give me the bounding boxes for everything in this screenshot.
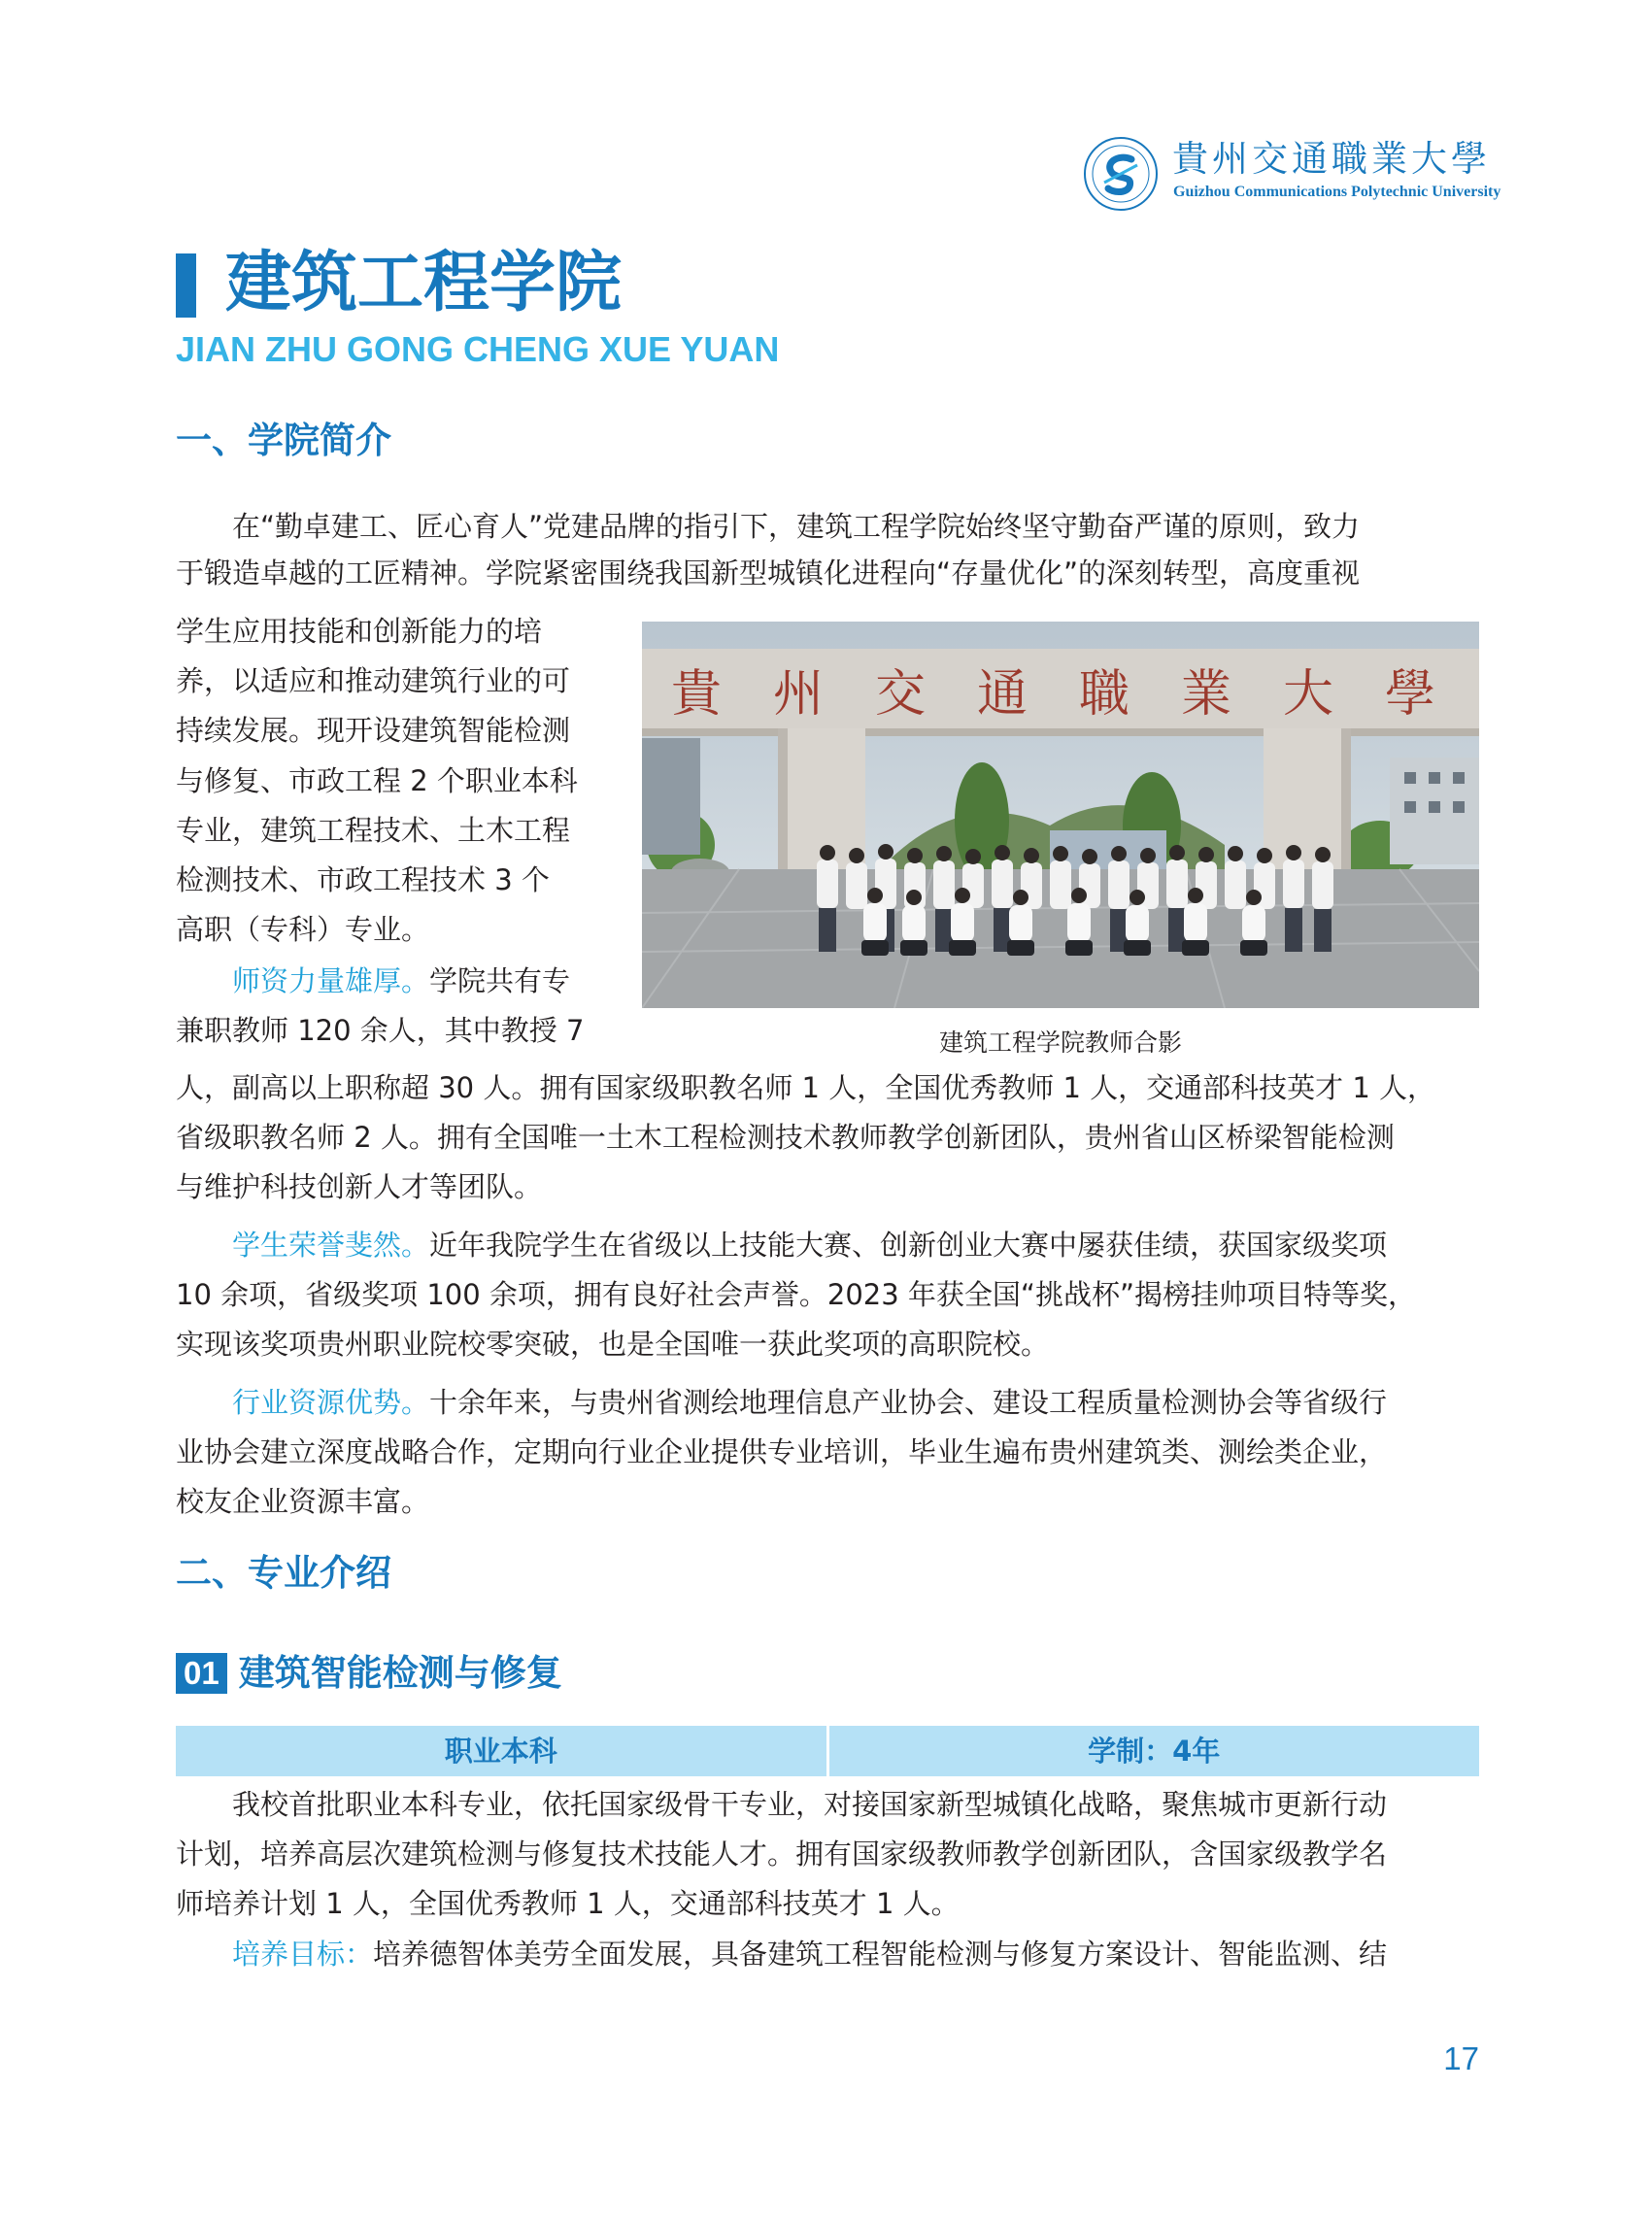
industry-line: 校友企业资源丰富。: [176, 1485, 430, 1518]
title-accent-bar: [176, 253, 196, 318]
major-level: 职业本科: [176, 1726, 826, 1776]
faculty-group-photo: [642, 622, 1479, 1008]
major-duration: 学制：4年: [826, 1726, 1480, 1776]
major-desc-line: 师培养计划 1 人，全国优秀教师 1 人，交通部科技英才 1 人。: [176, 1887, 960, 1920]
major-desc-line: 我校首批职业本科专业，依托国家级骨干专业，对接国家新型城镇化战略，聚焦城市更新行动: [232, 1788, 1388, 1821]
major-desc-line: 计划，培养高层次建筑检测与修复技术技能人才。拥有国家级教师教学创新团队，含国家级教学名: [176, 1837, 1388, 1871]
honor-line: 实现该奖项贵州职业院校零突破，也是全国唯一获此奖项的高职院校。: [176, 1328, 1050, 1361]
section-heading-majors: 二、专业介绍: [176, 1552, 391, 1594]
honor-line: [176, 1222, 1479, 1268]
major-heading: [176, 1651, 562, 1696]
industry-label: 行业资源优势。: [232, 1386, 430, 1419]
side-line: 高职（专科）专业。: [176, 913, 430, 946]
gate-char: 學: [1385, 665, 1436, 724]
logo-english-name: Guizhou Communications Polytechnic University: [1173, 184, 1501, 200]
intro-line: 在“勤卓建工、匠心育人”党建品牌的指引下，建筑工程学院始终坚守勤奋严谨的原则，致力: [232, 510, 1361, 543]
photo-caption: 建筑工程学院教师合影: [938, 1028, 1182, 1057]
industry-text: 十余年来，与贵州省测绘地理信息产业协会、建设工程质量检测协会等省级行: [429, 1386, 1388, 1419]
faculty-label: 师资力量雄厚。: [232, 964, 430, 997]
major-goal-line: [176, 1931, 1479, 1977]
major-number-badge: 01: [176, 1653, 227, 1694]
faculty-line: [176, 958, 603, 1004]
faculty-line: 省级职教名师 2 人。拥有全国唯一土木工程检测技术教师教学创新团队，贵州省山区桥梁智能检测: [176, 1121, 1395, 1154]
faculty-line: 人，副高以上职称超 30 人。拥有国家级职教名师 1 人，全国优秀教师 1 人，交通部科技英才 1 人，: [176, 1071, 1436, 1104]
honor-line: 10 余项，省级奖项 100 余项，拥有良好社会声誉。2023 年获全国“挑战杯”揭榜挂帅项目特等奖，: [176, 1278, 1416, 1311]
major-info-table: [176, 1726, 1479, 1776]
gate-char: 州: [773, 665, 825, 724]
gate-char: 業: [1181, 665, 1232, 724]
side-line: 学生应用技能和创新能力的培: [176, 615, 543, 648]
honor-text: 近年我院学生在省级以上技能大赛、创新创业大赛中屡获佳绩，获国家级奖项: [429, 1229, 1388, 1262]
side-line: 持续发展。现开设建筑智能检测: [176, 714, 571, 747]
logo-chinese-name: 貴州交通職業大學: [1172, 138, 1491, 180]
faculty-text: 学院共有专: [429, 964, 571, 997]
university-emblem-icon: [1083, 136, 1159, 212]
university-logo: [1083, 136, 1501, 214]
side-line: 养，以适应和推动建筑行业的可: [176, 664, 571, 697]
faculty-line: 与维护科技创新人才等团队。: [176, 1170, 543, 1203]
gate-char: 貴: [671, 665, 723, 724]
industry-line: 业协会建立深度战略合作，定期向行业企业提供专业培训，毕业生遍布贵州建筑类、测绘类企业，: [176, 1435, 1388, 1468]
page-title-pinyin: JIAN ZHU GONG CHENG XUE YUAN: [176, 329, 780, 369]
goal-text: 培养德智体美劳全面发展，具备建筑工程智能检测与修复方案设计、智能监测、结: [373, 1938, 1388, 1971]
gate-char: 交: [875, 665, 927, 724]
page-number: 17: [1443, 2040, 1479, 2076]
intro-line: 于锻造卓越的工匠精神。学院紧密围绕我国新型城镇化进程向“存量优化”的深刻转型，高度重视: [176, 556, 1361, 590]
side-line: 检测技术、市政工程技术 3 个: [176, 863, 550, 896]
gate-char: 大: [1283, 665, 1334, 724]
page-title: 建筑工程学院: [225, 245, 623, 321]
side-line: 专业，建筑工程技术、土木工程: [176, 814, 571, 847]
goal-label: 培养目标：: [232, 1938, 374, 1971]
faculty-line: 兼职教师 120 余人，其中教授 7: [176, 1014, 585, 1047]
gate-char: 職: [1079, 665, 1130, 724]
honor-label: 学生荣誉斐然。: [232, 1229, 430, 1262]
gate-char: 通: [977, 665, 1028, 724]
industry-line: [176, 1379, 1479, 1426]
section-heading-intro: 一、学院简介: [176, 420, 391, 461]
side-line: 与修复、市政工程 2 个职业本科: [176, 764, 578, 797]
major-name: 建筑智能检测与修复: [238, 1652, 562, 1694]
